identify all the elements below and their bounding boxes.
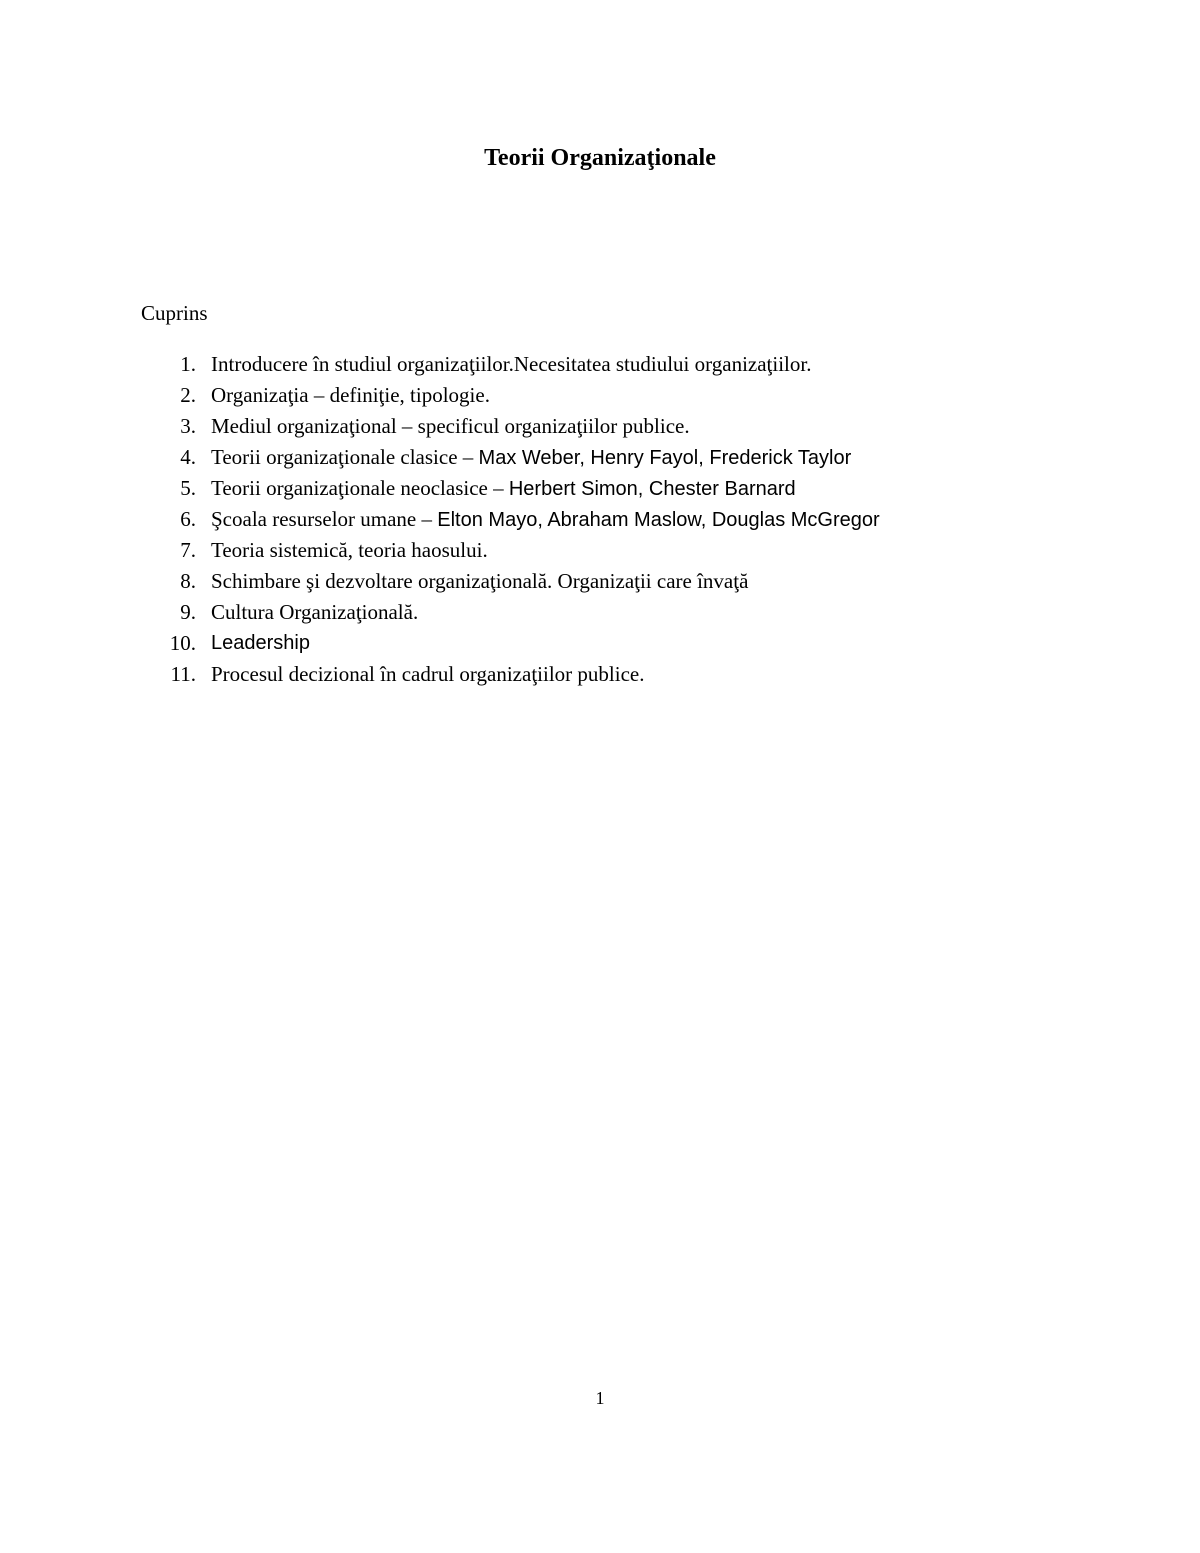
toc-heading: Cuprins — [141, 301, 208, 325]
toc-item-number: 5. — [180, 476, 196, 500]
toc-item-number: 2. — [180, 383, 196, 407]
toc-item-text — [211, 566, 748, 597]
toc-item-text — [211, 411, 690, 442]
toc-item-text — [211, 628, 310, 659]
toc-item-number: 3. — [180, 414, 196, 438]
toc-item-title: Procesul decizional în cadrul organizaţiilor publice. — [211, 662, 645, 686]
toc-item-number: 1. — [180, 352, 196, 376]
page-number: 1 — [595, 1388, 605, 1408]
toc-item-title: Cultura Organizaţională. — [211, 600, 419, 624]
toc-item-title: Teoria sistemică, teoria haosului. — [211, 538, 488, 562]
toc-item-text — [211, 504, 880, 536]
toc-item-title: Introducere în studiul organizaţiilor.Necesitatea studiului organizaţiilor. — [211, 352, 812, 376]
toc-item-names: Elton Mayo, Abraham Maslow, Douglas McGregor — [437, 509, 880, 531]
toc-item-names: Herbert Simon, Chester Barnard — [508, 478, 796, 500]
toc-item-title: Teorii organizaţionale clasice – — [211, 445, 479, 469]
toc-item-names: Max Weber, Henry Fayol, Frederick Taylor — [478, 447, 852, 469]
toc-item-text — [211, 380, 490, 411]
toc-item-text — [211, 659, 644, 690]
toc-item-title: Teorii organizaţionale neoclasice – — [211, 476, 509, 500]
toc-item-text — [211, 535, 488, 566]
toc-item-text — [211, 442, 851, 474]
toc-item-title: Schimbare şi dezvoltare organizaţională. Organizaţii care învaţă — [211, 569, 749, 593]
document-title: Teorii Organizaţionale — [484, 145, 716, 171]
toc-item-number: 11. — [170, 662, 196, 686]
toc-item-number: 9. — [180, 600, 196, 624]
toc-item-number: 7. — [180, 538, 196, 562]
toc-item-text — [211, 473, 796, 505]
toc-item-number: 6. — [180, 507, 196, 531]
toc-item-number: 4. — [180, 445, 196, 469]
toc-item-title: Leadership — [211, 632, 310, 654]
toc-item-text — [211, 597, 418, 628]
toc-item-number: 10. — [169, 631, 196, 655]
toc-item-title: Şcoala resurselor umane – — [211, 507, 438, 531]
toc-item-title: Mediul organizaţional – specificul organizaţiilor publice. — [211, 414, 690, 438]
toc-item-title: Organizaţia – definiţie, tipologie. — [211, 383, 490, 407]
toc-item-number: 8. — [180, 569, 196, 593]
toc-item-text — [211, 349, 811, 380]
